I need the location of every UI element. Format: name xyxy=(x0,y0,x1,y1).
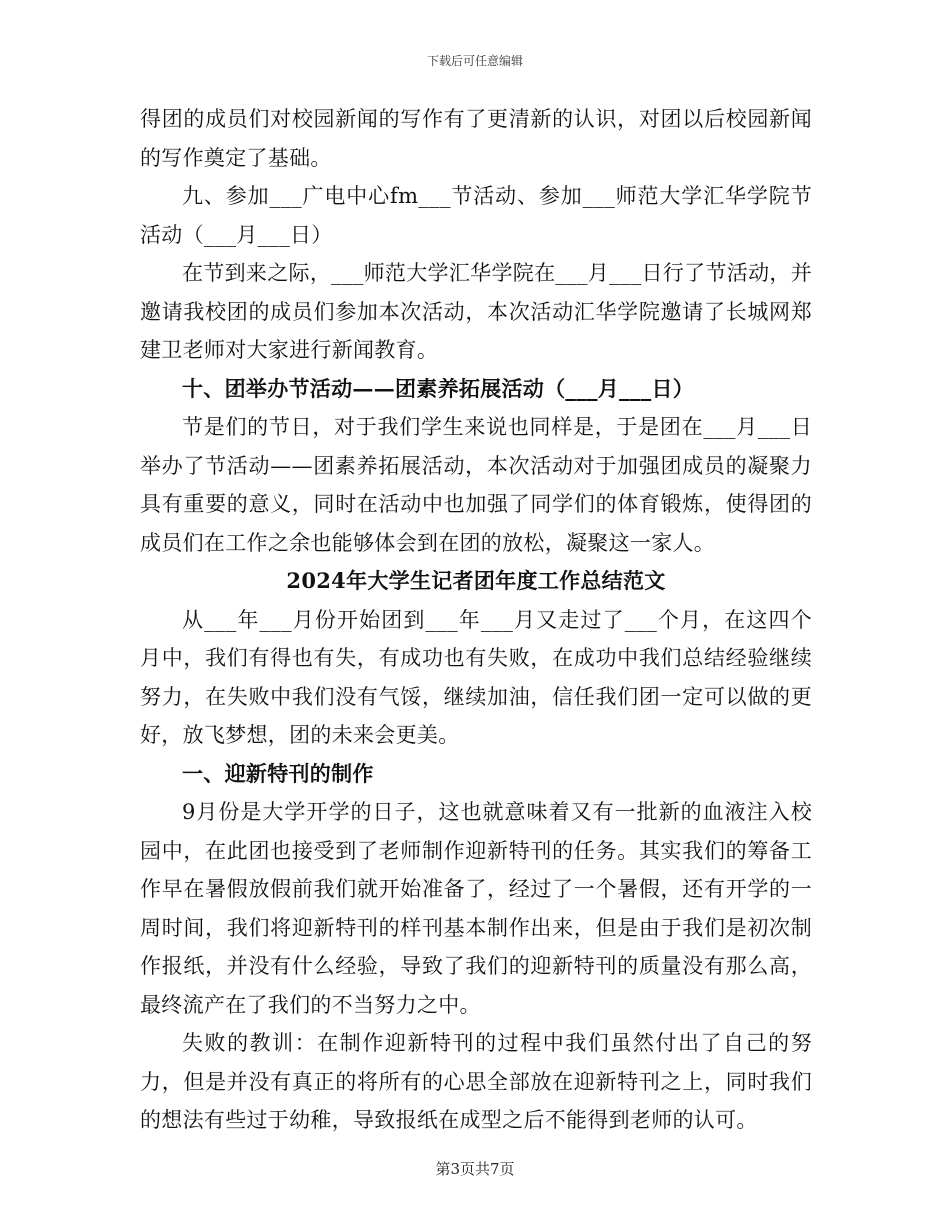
section-heading-one: 一、迎新特刊的制作 xyxy=(182,760,374,786)
paragraph-continuation: 得团的成员们对校园新闻的写作有了更清新的认识，对团以后校园新闻的写作奠定了基础。 xyxy=(140,107,812,170)
page-header: 下载后可任意编辑 xyxy=(426,54,523,68)
document-body xyxy=(140,100,812,1140)
page-footer: 第3页共7页 xyxy=(435,1160,515,1178)
paragraph-section-one: 9月份是大学开学的日子，这也就意味着又有一批新的血液注入校园中，在此团也接受到了老师制作迎新特刊的任务。其实我们的筹备工作早在暑假放假前我们就开始准备了，经过了一个暑假，还有开学的一周时间，我们将迎新特刊的样刊基本制作出来，但是由于我们是初次制作报纸，并没有什么经验，导致了我们的迎新特刊的质量没有那么高，最终流产在了我们的不当努力之中。 xyxy=(140,800,812,1017)
section-heading-ten: 十、团举办节活动——团素养拓展活动（___月___日） xyxy=(182,375,695,401)
paragraph-section-nine: 在节到来之际，___师范大学汇华学院在___月___日行了节活动，并邀请我校团的成员们参加本次活动，本次活动汇华学院邀请了长城网郑建卫老师对大家进行新闻教育。 xyxy=(140,261,812,362)
paragraph-lessons: 失败的教训：在制作迎新特刊的过程中我们虽然付出了自己的努力，但是并没有真正的将所有的心思全部放在迎新特刊之上，同时我们的想法有些过于幼稚，导致报纸在成型之后不能得到老师的认可。 xyxy=(140,1031,812,1132)
section-heading-nine: 九、参加___广电中心fm___节活动、参加___师范大学汇华学院节活动（___月___日） xyxy=(140,184,812,247)
paragraph-intro: 从___年___月份开始团到___年___月又走过了___个月，在这四个月中，我们有得也有失，有成功也有失败，在成功中我们总结经验继续努力，在失败中我们没有气馁，继续加油，信任我们团一定可以做的更好，放飞梦想，团的未来会更美。 xyxy=(140,607,812,747)
paragraph-section-ten: 节是们的节日，对于我们学生来说也同样是，于是团在___月___日举办了节活动——团素养拓展活动，本次活动对于加强团成员的凝聚力具有重要的意义，同时在活动中也加强了同学们的体育锻炼，使得团的成员们在工作之余也能够体会到在团的放松，凝聚这一家人。 xyxy=(140,415,812,555)
document-title: 2024年大学生记者团年度工作总结范文 xyxy=(286,568,666,593)
